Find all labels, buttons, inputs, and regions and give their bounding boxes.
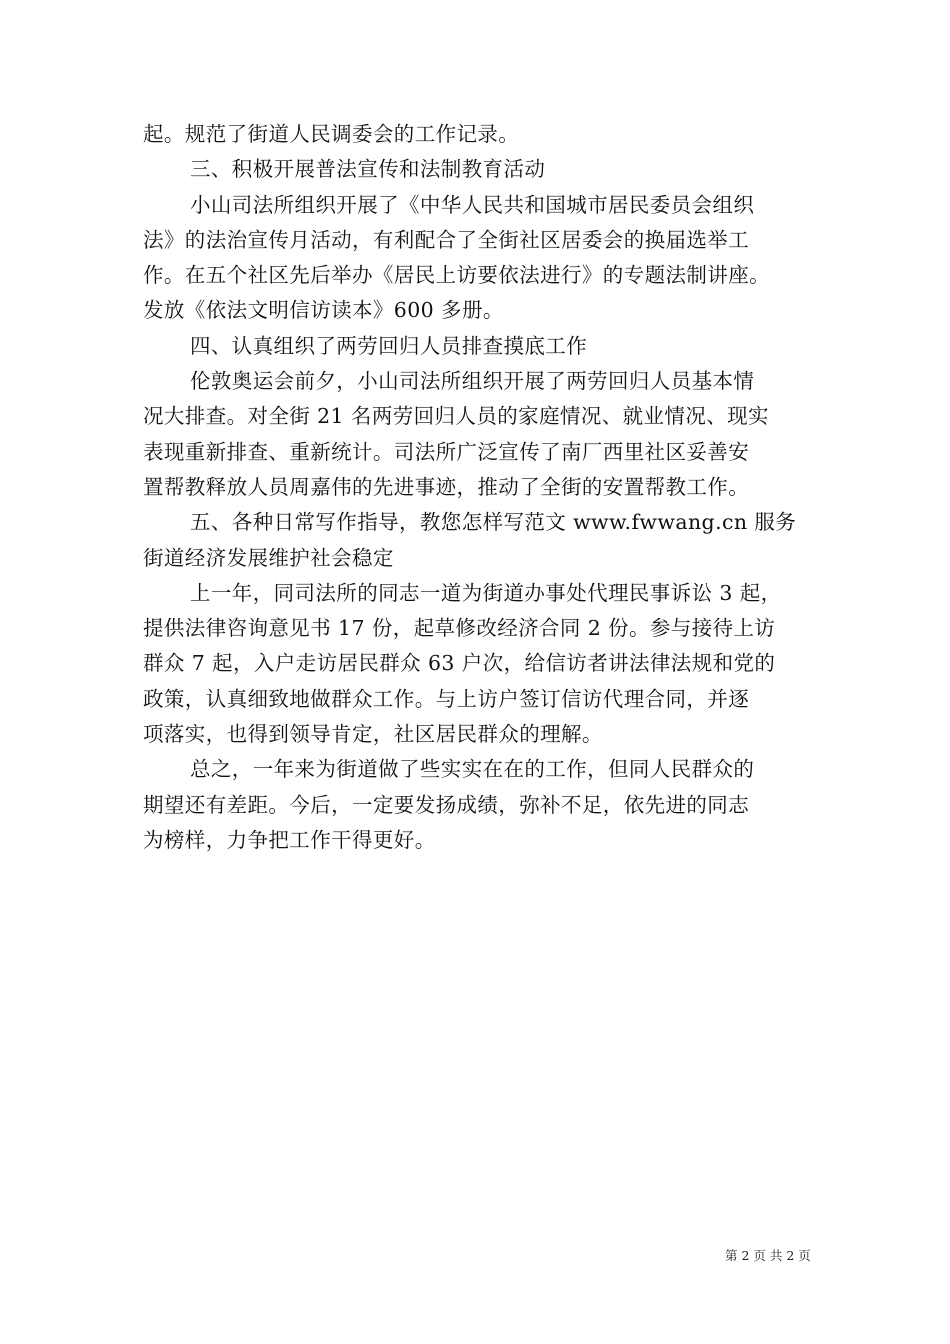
text-line: 起。规范了街道人民调委会的工作记录。	[143, 122, 520, 146]
text-line: 期望还有差距。今后，一定要发扬成绩，弥补不足，依先进的同志	[143, 792, 750, 817]
text-line: 项落实，也得到领导肯定，社区居民群众的理解。	[143, 722, 603, 747]
text-line: 作。在五个社区先后举办《居民上访要依法进行》的专题法制讲座。	[143, 263, 770, 288]
text-line: 置帮教释放人员周嘉伟的先进事迹，推动了全街的安置帮教工作。	[143, 474, 750, 499]
page-number-footer: 第 2 页 共 2 页	[725, 1248, 811, 1263]
text-line: 上一年，同司法所的同志一道为街道办事处代理民事诉讼 3 起，	[190, 580, 782, 605]
text-line: 政策，认真细致地做群众工作。与上访户签订信访代理合同，并逐	[143, 686, 750, 711]
section-heading: 四、认真组织了两劳回归人员排查摸底工作	[190, 333, 588, 358]
section-heading: 五、各种日常写作指导，教您怎样写范文 www.fwwang.cn 服务	[190, 510, 797, 535]
text-line: 发放《依法文明信访读本》600 多册。	[143, 298, 504, 323]
document-body	[143, 117, 813, 858]
text-line: 群众 7 起，入户走访居民群众 63 户次，给信访者讲法律法规和党的	[143, 651, 776, 676]
text-line: 伦敦奥运会前夕，小山司法所组织开展了两劳回归人员基本情	[190, 369, 755, 394]
text-line: 法》的法治宣传月活动，有利配合了全街社区居委会的换届选举工	[143, 227, 750, 252]
text-line: 小山司法所组织开展了《中华人民共和国城市居民委员会组织	[190, 192, 755, 217]
section-heading: 三、积极开展普法宣传和法制教育活动	[190, 157, 546, 182]
text-line: 表现重新排查、重新统计。司法所广泛宣传了南厂西里社区妥善安	[143, 439, 750, 464]
text-line: 总之，一年来为街道做了些实实在在的工作，但同人民群众的	[190, 757, 755, 782]
text-line: 街道经济发展维护社会稳定	[143, 545, 394, 570]
text-line: 为榜样，力争把工作干得更好。	[143, 827, 436, 852]
text-line: 提供法律咨询意见书 17 份，起草修改经济合同 2 份。参与接待上访	[143, 616, 776, 641]
text-line: 况大排查。对全街 21 名两劳回归人员的家庭情况、就业情况、现实	[143, 404, 769, 429]
